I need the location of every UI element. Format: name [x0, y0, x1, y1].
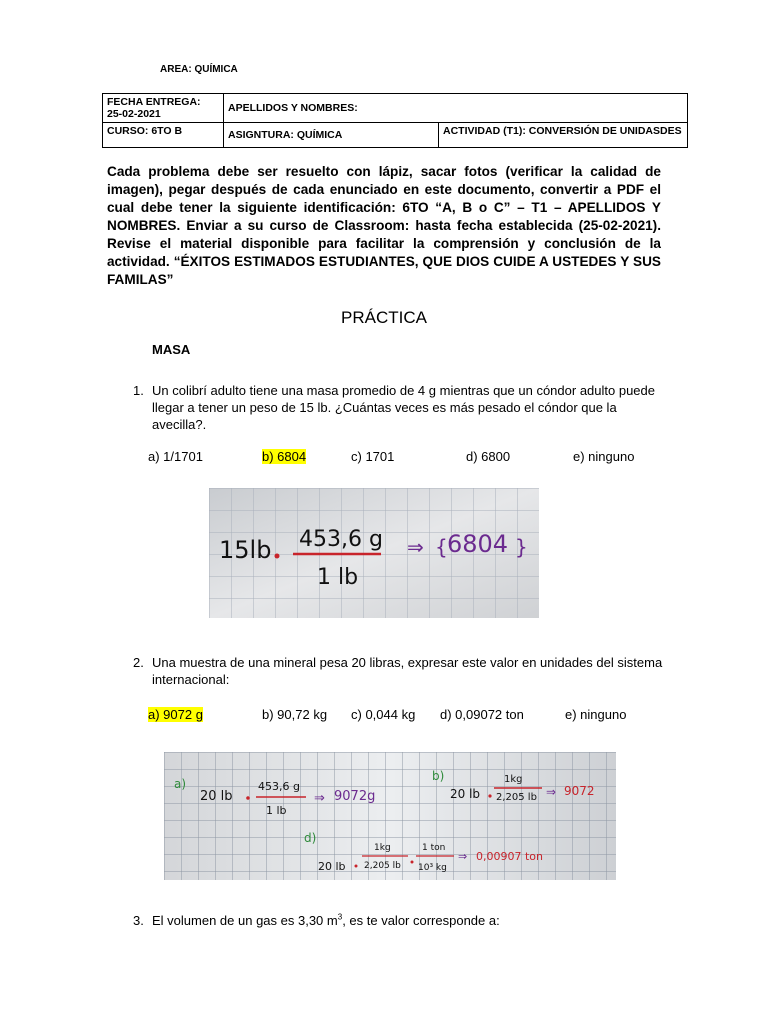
question-text-part: El volumen de un gas es 3,30 m — [152, 913, 338, 928]
header-table — [102, 93, 688, 148]
question-1-options — [0, 449, 768, 467]
question-number: 1. — [133, 383, 144, 398]
solution-photo-2 — [164, 752, 616, 880]
solution-photo-1 — [209, 488, 539, 618]
fecha-cell — [103, 94, 224, 123]
notebook-photo-1 — [209, 488, 539, 618]
question-2 — [133, 654, 663, 688]
question-text: Una muestra de una mineral pesa 20 libras, expresar este valor en unidades del sistema internacional: — [152, 655, 663, 687]
question-1 — [133, 382, 663, 433]
arrow-icon: ⇒ — [314, 791, 325, 806]
question-3 — [133, 912, 663, 929]
question-number: 2. — [133, 655, 144, 670]
question-2-options — [0, 707, 768, 725]
arrow-icon: ⇒ — [407, 535, 424, 559]
arrow-icon: ⇒ — [546, 785, 557, 799]
multiply-dot — [355, 865, 358, 868]
photo2-a-num: 453,6 g — [258, 780, 300, 793]
brace-right-icon: } — [515, 535, 528, 559]
option-d: d) 6800 — [466, 449, 511, 464]
instructions-paragraph: Cada problema debe ser resuelto con lápiz, sacar fotos (verificar la calidad de imagen), pegar después de cada enunciado en este documento, convertir a PDF el cual debe tener la siguiente identificación: 6TO “A, B o C” – T1 – APELLIDOS Y NOMBRES. Enviar a su curso de Classroom: hasta fecha establecida (25-02-2021). Revise el material disponible para facilitar la comprensión y conclusión de la actividad. “ÉXITOS ESTIMADOS ESTUDIANTES, QUE DIOS CUIDE A USTEDES Y SUS FAMILAS” — [107, 164, 661, 287]
apellidos-cell: APELLIDOS Y NOMBRES: — [224, 94, 688, 123]
option-d: d) 0,09072 ton — [440, 707, 524, 722]
fecha-label: FECHA ENTREGA: — [107, 96, 201, 108]
photo2-d-num1: 1kg — [374, 843, 391, 853]
photo2-a-den: 1 lb — [266, 804, 287, 817]
photo2-a-lhs: 20 lb — [200, 789, 233, 804]
option-a-highlighted: a) 9072 g — [148, 707, 203, 722]
multiply-dot — [275, 554, 280, 559]
option-b: b) 90,72 kg — [262, 707, 328, 722]
photo2-b-num: 1kg — [504, 774, 523, 785]
curso-cell: CURSO: 6TO B — [103, 123, 224, 148]
question-text-part: , es te valor corresponde a: — [342, 913, 500, 928]
photo2-d-den2: 10³ kg — [418, 863, 447, 873]
photo2-d-num2: 1 ton — [422, 843, 446, 853]
area-label: AREA: QUÍMICA — [160, 64, 238, 75]
arrow-icon: ⇒ — [458, 850, 468, 863]
multiply-dot — [246, 796, 250, 800]
photo2-b-result: 9072 — [564, 784, 595, 798]
question-text — [152, 912, 663, 929]
option-e: e) ninguno — [565, 707, 627, 722]
label-b: b) — [432, 769, 445, 783]
photo1-result: 6804 — [447, 530, 509, 558]
photo1-numerator: 453,6 g — [299, 527, 383, 552]
question-number: 3. — [133, 913, 144, 928]
option-c: c) 1701 — [351, 449, 395, 464]
photo2-d-lhs: 20 lb — [318, 860, 346, 873]
option-b-highlighted: b) 6804 — [262, 449, 307, 464]
actividad-cell: ACTIVIDAD (T1): CONVERSIÓN DE UNIDASDES — [439, 123, 688, 148]
option-a: a) 1/1701 — [148, 449, 203, 464]
option-e: e) ninguno — [573, 449, 635, 464]
photo2-b-lhs: 20 lb — [450, 787, 481, 801]
page-title: PRÁCTICA — [341, 308, 427, 327]
label-a: a) — [174, 777, 187, 791]
photo1-lhs: 15lb — [219, 536, 272, 564]
asignatura-cell: ASIGNTURA: QUÍMICA — [224, 123, 439, 148]
photo2-b-den: 2,205 lb — [496, 792, 537, 803]
brace-left-icon: { — [435, 535, 448, 559]
photo2-d-result: 0,00907 ton — [476, 850, 543, 863]
question-text: Un colibrí adulto tiene una masa promedio de 4 g mientras que un cóndor adulto puede llegar a tener un peso de 15 lb. ¿Cuántas veces es más pesado el cóndor que la avecilla?. — [152, 383, 655, 432]
photo1-denominator: 1 lb — [317, 565, 359, 590]
photo2-d-den1: 2,205 lb — [364, 861, 401, 871]
superscript: 3 — [337, 912, 343, 922]
multiply-dot — [411, 861, 414, 864]
section-heading: MASA — [152, 342, 191, 357]
photo2-a-result: 9072g — [334, 789, 376, 804]
option-c: c) 0,044 kg — [351, 707, 416, 722]
fecha-value: 25-02-2021 — [107, 108, 161, 120]
notebook-photo-2 — [164, 752, 616, 880]
multiply-dot — [488, 794, 491, 797]
label-d: d) — [304, 831, 317, 845]
